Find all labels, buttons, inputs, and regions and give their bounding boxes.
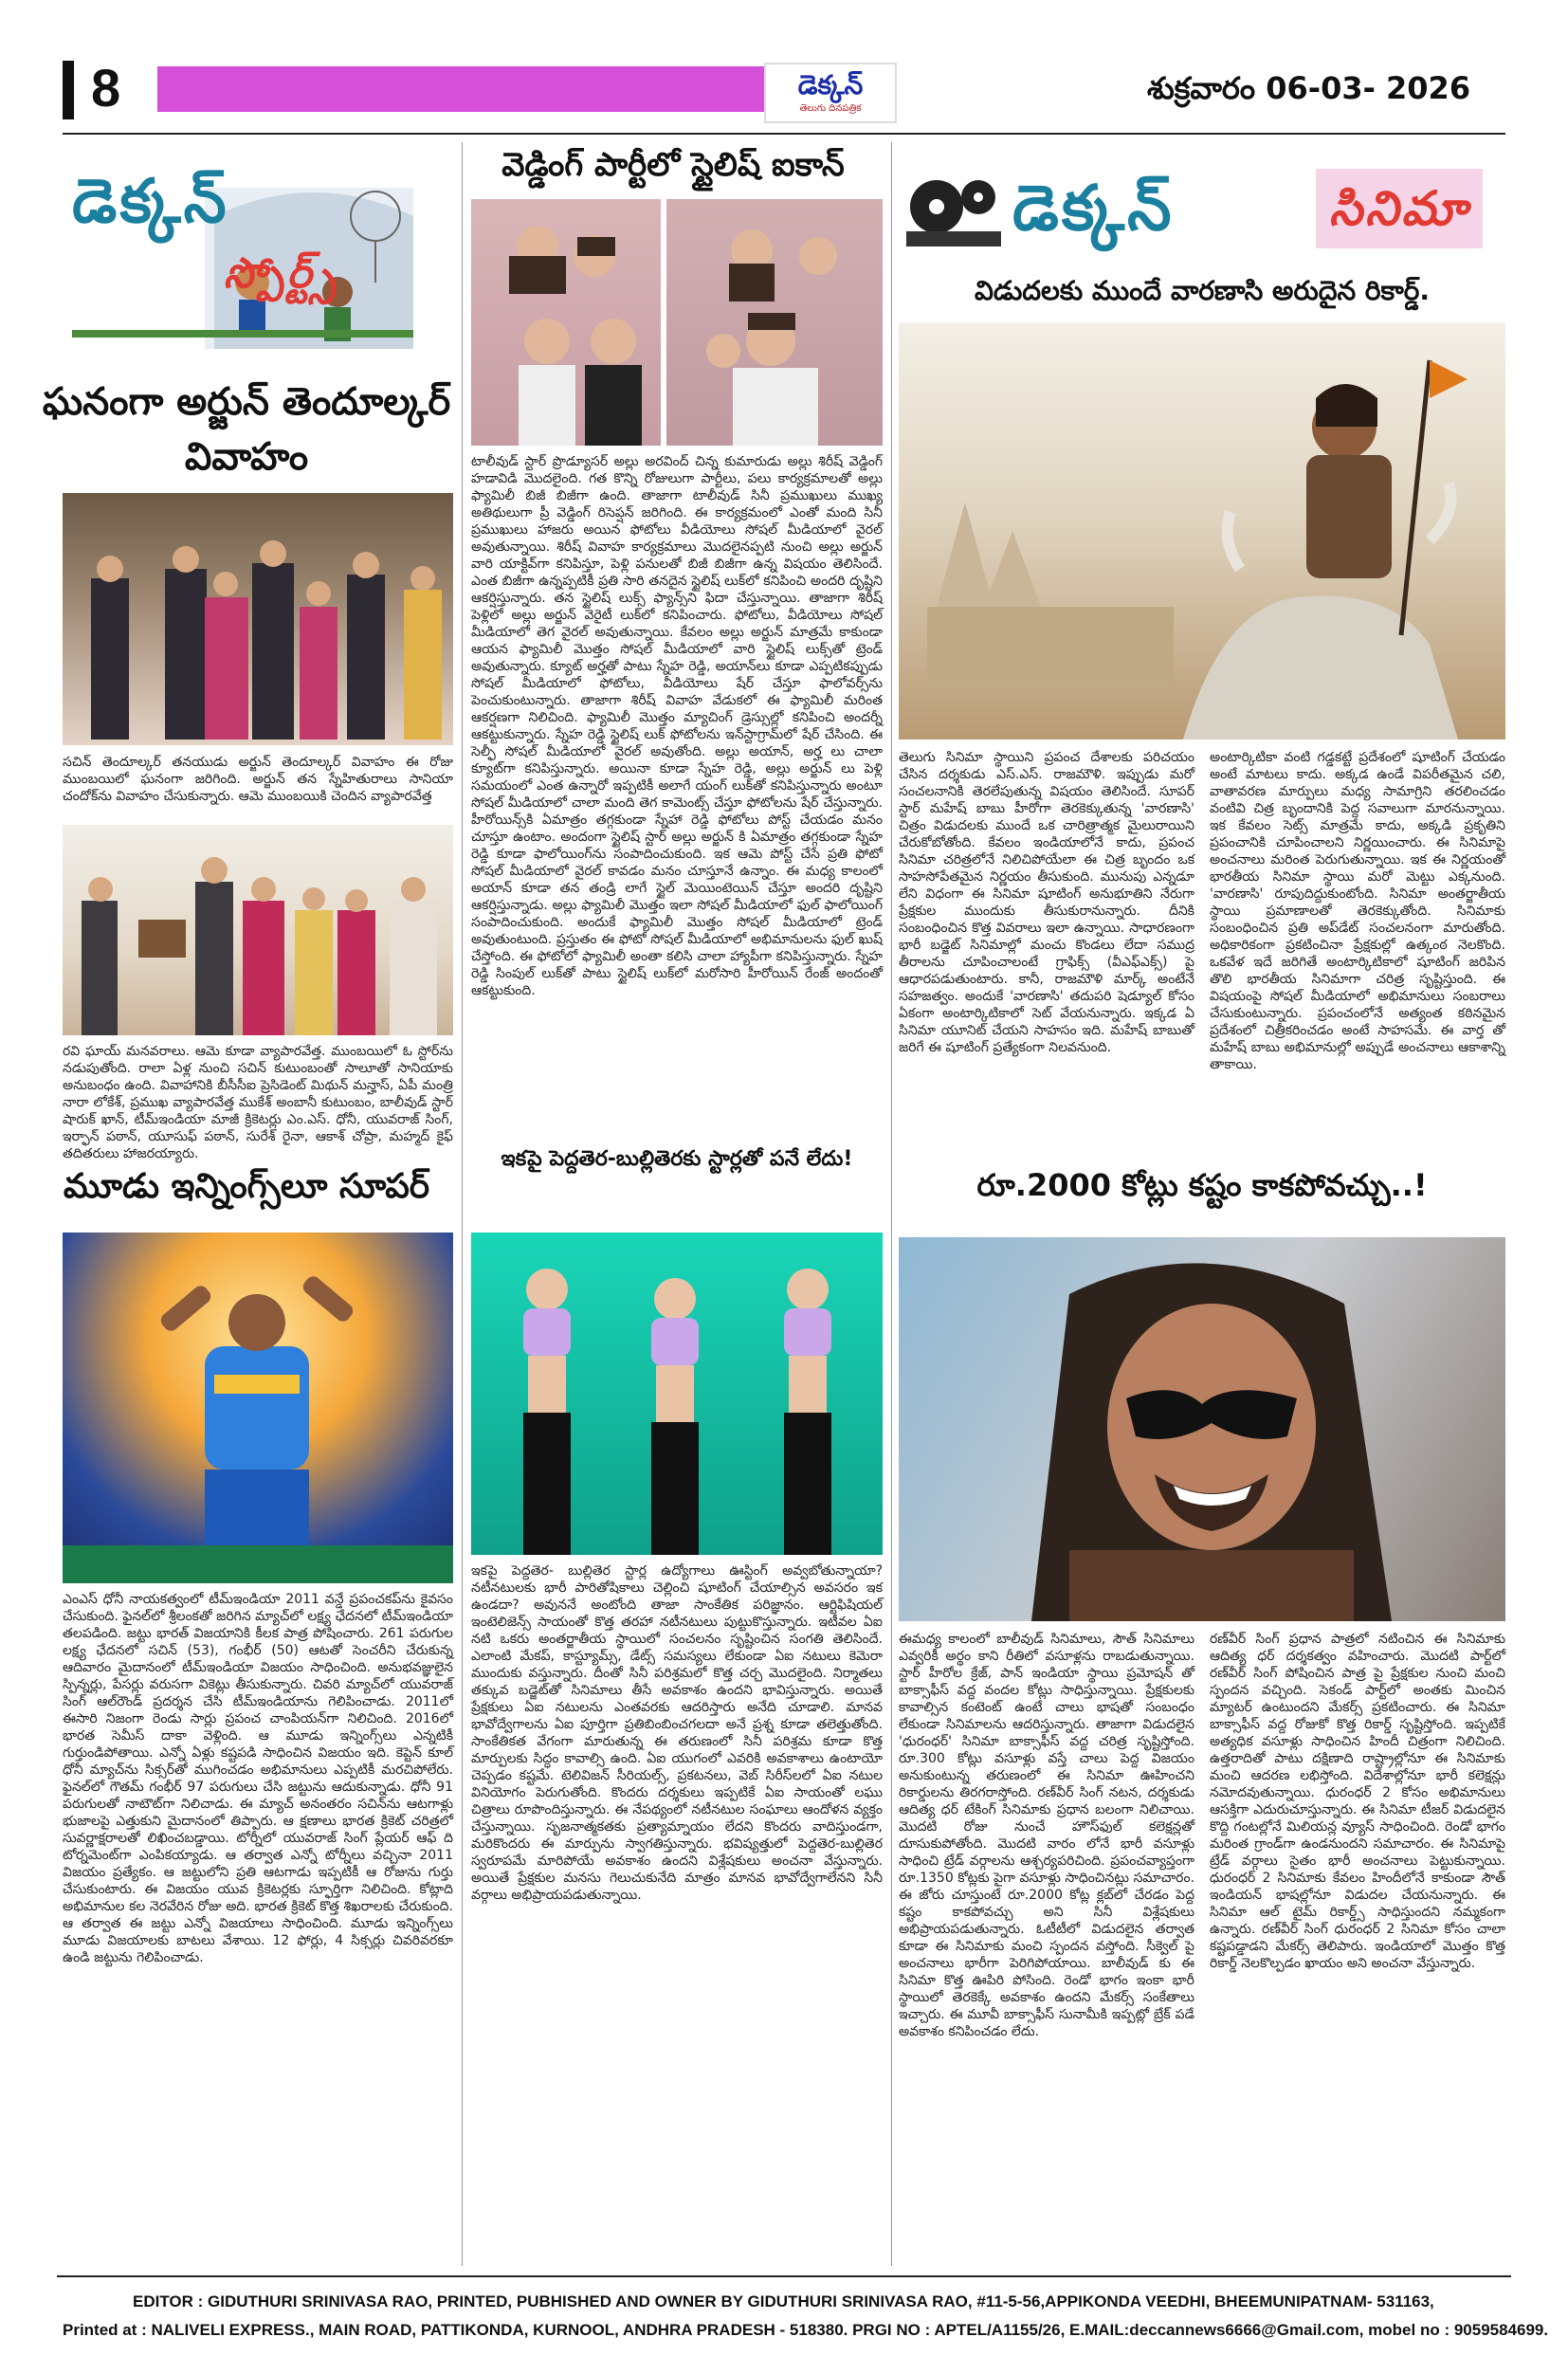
arjun-wedding-photo-2: [63, 825, 453, 1035]
dhurandhar-headline: రూ.2000 కోట్లు కష్టం కాకపోవచ్చు..!: [976, 1167, 1428, 1203]
wedding-party-body: టాలీవుడ్ స్టార్ ప్రొడ్యూసర్ అల్లు అరవింద్ చిన్న కుమారుడు అల్లు శిరీష్ వెడ్డింగ్ హడావిడి మొదలైంది. గత కొన్ని రోజులుగా పార్టీలు, పలు కార్యక్రమాలతో అల్లు ఫ్యామిలీ బిజీ బిజీగా ఉంది. తాజాగా టాలీవుడ్ సినీ ప్రముఖులు ముఖ్య అతిథులుగా ప్రీ వెడ్డింగ్ రిసెప్షన్ జరిగింది. ఈ కార్యక్రమంలో ఎంతో మంది సినీ ప్రముఖులు హాజరు అయిన ఫోటోలు వీడియోలు సోషల్ మీడియాలో వైరల్ అవుతున్నాయి. శిరీష్ వివాహ కార్యక్రమాలు మొదలైనప్పటి నుంచి అల్లు అర్జున్ వారి యాక్టివ్‌గా కనిపిస్తూ, పెళ్లి పనులతో బిజీ బిజీగా ఉన్న విషయం తెలిసిందే. ఎంత బిజీగా ఉన్నప్పటికీ ప్రతి సారి తనదైన స్టైలిష్ లుక్‌లో కనిపించి అందరి దృష్టిని ఆకర్షిస్తున్నారు. తన స్టైలిష్ లుక్స్ ఫ్యాన్స్‌ని ఫిదా చేస్తున్నాయి. తాజాగా శిరీష్ పెళ్లిలో అల్లు అర్జున్ వెరైటీ లుక్‌లో కనిపించారు. ఫోటోలు, వీడియోలు సోషల్ మీడియాలో తెగ వైరల్ అవుతున్నాయి. కేవలం అల్లు అర్జున్ మాత్రమే కాకుండా ఆయన ఫ్యామిలీ మొత్తం సోషల్ మీడియాలో వారి స్టైలిష్ లుక్స్‌తో ట్రెండ్ అవుతున్నారు. క్యూట్ అర్హతో పాటు స్నేహ రెడ్డి, అయాన్‌లు కూడా ఎప్పటికప్పుడు సోషల్ మీడియాలో ఫోటోలు, వీడియోలు షేర్ చేస్తూ ఫాలోవర్స్‌ను పెంచుకుంటున్నారు. తాజాగా శిరీష్ వివాహ వేడుకలో ఈ ఫ్యామిలీ మరింత ఆకర్షణగా నిలిచింది. ఫ్యామిలీ మొత్తం మ్యాచింగ్ డ్రెస్సుల్లో కనిపించి అందర్నీ ఆకట్టుకున్నారు. స్నేహ రెడ్డి స్టైలిష్ లుక్ ఫోటోలను ఇన్‌స్టాగ్రామ్‌లో షేర్ చేసింది. ఈ సెల్ఫీ సోషల్ మీడియాలో వైరల్ అవుతోంది. అల్లు అయాన్, అర్హ లు చాలా క్యూట్‌గా కనిపిస్తున్నారు. అయినా కూడా స్నేహ రెడ్డి, అల్లు అర్జున్ లు పెళ్లి సమయంలో ఎంత ఉన్నారో ఇప్పటికీ అలాగే యంగ్ లుక్‌తో కనిపిస్తున్నారు అంటూ సోషల్ మీడియాలో చాలా మంది తెగ కామెంట్స్ చేస్తూ ఫోటోలను షేర్ చేస్తున్నారు. హీరోయిన్స్‌కి ఏమాత్రం తగ్గకుండా స్నేహా రెడ్డి ఫోటోలు పోస్ట్ చేయడం మనం చూస్తూ ఉంటాం. అందంగా స్టైలిష్ స్టార్ అల్లు అర్జున్ కి ఏమాత్రం తగ్గకుండా స్నేహ రెడ్డి కూడా ఫాలోయింగ్‌ను సంపాదించుకుంది. ఇక ఆమె పోస్ట్ చేసే ప్రతి ఫోటో సోషల్ మీడియాలో వైరల్ కావడం మనం చూస్తూనే ఉన్నాం. ఈ మధ్య కాలంలో అయాన్ కూడా తన తండ్రి లాగే స్టైల్ మెయింటెయిన్ చేస్తూ అందరి దృష్టిని ఆకర్షిస్తున్నాడు. అల్లు ఫ్యామిలీ మొత్తం ఇలా సోషల్ మీడియాలో ఫుల్ ఫాలోయింగ్ సంపాదించుకుంది. అందుకే ఫ్యామిలీ మొత్తం సోషల్ మీడియాలో ట్రెండ్ అవుతుంటుంది. ప్రస్తుతం ఈ ఫోటో సోషల్ మీడియాలో అభిమానులను ఫుల్ ఖుష్ చేస్తోంది. ఈ ఫోటోలో ఫ్యామిలీ అంతా కలిసి చాలా హ్యాపీగా కనిపిస్తున్నారు. స్నేహ రెడ్డి సింపుల్ లుక్‌తో పాటు స్టైలిష్ లుక్‌లో మరోసారి హీరోయిన్ రేంజ్ అందంతో ఆకట్టుకుంది.: [471, 454, 883, 998]
cinema-badge-title: డెక్కన్: [1012, 172, 1175, 245]
varanasi-headline: విడుదలకు ముందే వారణాసి అరుదైన రికార్డ్.: [974, 275, 1431, 306]
issue-date: శుక్రవారం 06-03- 2026: [1147, 70, 1471, 106]
cinema-section-badge: [899, 159, 1505, 264]
headline-line-2: వివాహం: [184, 435, 309, 479]
footer-printer-line: Printed at : NALIVELI EXPRESS., MAIN ROAD, PATTIKONDA, KURNOOL, ANDHRA PRADESH - 518380. PRGI NO : APTEL/A1155/26, E.MAIL:deccannews6666@Gmail.com, mobel no : 9059584699.: [63, 2321, 1549, 2339]
sports-badge-title: డెక్కన్: [72, 167, 229, 237]
arjun-wedding-headline: [38, 374, 455, 484]
three-innings-body: ఎంఎస్ ధోనీ నాయకత్వంలో టీమ్‌ఇండియా 2011 వన్డే ప్రపంచకప్‌ను కైవసం చేసుకుంది. ఫైనల్‌లో శ్రీలంకతో జరిగిన మ్యాచ్‌లో లక్ష్య ఛేదనలో టీమ్‌ఇండియా తలపడింది. జట్టు భారత్ విజయానికి కీలక పాత్ర పోషించారు. 261 పరుగుల లక్ష్య ఛేదనలో సచిన్ (53), గంభీర్ (50) ఆటతో సెంచరీని చేరుకున్న ఆదివారం మైదానంలో టీమ్‌ఇండియా విజయం సాధించింది. అనుభవజ్ఞులైన స్పిన్నర్లు, పేసర్లు వరుసగా వికెట్లు తీసుకున్నారు. చివరి మ్యాచ్‌లో యువరాజ్ సింగ్ ఆల్‌రౌండ్ ప్రదర్శన చేసి టీమ్‌ఇండియాను గెలిపించాడు. 2011లో ఈసారి నిజంగా రెండు సార్లు ప్రపంచ చాంపియన్‌గా నిలిచింది. 2016లో భారత సెమీస్ దాకా వెళ్లింది. ఆ మూడు ఇన్నింగ్స్‌లు ఎన్నటికీ గుర్తుండిపోతాయి. ఎన్నో ఏళ్లు కష్టపడి సాధించిన విజయం ఇది. కెప్టెన్ కూల్ ధోనీ మ్యాచ్‌ను సిక్సర్‌తో ముగించడం అభిమానులు ఎప్పటికీ మరచిపోలేరు. ఫైనల్‌లో గౌతమ్ గంభీర్ 97 పరుగులు చేసి జట్టును ఆదుకున్నాడు. ధోనీ 91 పరుగులతో నాటౌట్‌గా నిలిచాడు. ఈ మ్యాచ్ అనంతరం సచిన్‌ను ఆటగాళ్లు భుజాలపై ఎత్తుకుని మైదానంలో తిప్పారు. ఆ క్షణాలు భారత క్రికెట్ చరిత్రలో సువర్ణాక్షరాలతో లిఖించబడ్డాయి. టోర్నీలో యువరాజ్ సింగ్ ప్లేయర్ ఆఫ్ ది టోర్నమెంట్‌గా ఎంపికయ్యాడు. ఆ తర్వాత ఎన్నో టోర్నీలు వచ్చినా 2011 విజయం ప్రత్యేకం. ఆ జట్టులోని ప్రతి ఆటగాడు ఇప్పటికీ ఆ రోజును గుర్తు చేసుకుంటారు. ఈ విజయం యువ క్రికెటర్లకు స్ఫూర్తిగా నిలిచింది. కోట్లాది అభిమానుల కల నెరవేరిన రోజు అది. భారత క్రికెట్ కొత్త శిఖరాలకు చేరుకుంది. ఆ తర్వాత ఈ జట్టు ఎన్నో విజయాలు సాధించింది. మూడు ఇన్నింగ్స్‌లు మూడు విజయాలకు బాటలు వేశాయి. 12 ఫోర్లు, 4 సిక్సర్లు చివరివరకూ ఉండి జట్టును గెలిపించాడు.: [63, 1592, 453, 1965]
ai-stars-headline: ఇకపై పెద్దతెర-బుల్లితెరకు స్టార్లతో పనే లేదు!: [501, 1147, 853, 1171]
sports-badge-subtitle: స్పోర్ట్స్: [224, 249, 339, 298]
yuvraj-celebration-photo: [63, 1233, 453, 1583]
headline-line-1: ఘనంగా అర్జున్ తెందూల్కర్: [42, 380, 451, 424]
logo-subtitle: తెలుగు దినపత్రిక: [799, 103, 862, 114]
varanasi-poster-photo: [899, 322, 1505, 740]
film-reel-icon: [899, 169, 1003, 254]
wedding-party-headline: వెడ్డింగ్ పార్టీలో స్టైలిష్ ఐకాన్: [501, 146, 845, 184]
logo-title: డెక్కన్: [797, 69, 864, 100]
ai-actress-photo: [471, 1233, 883, 1555]
page-number-bar: [63, 61, 74, 119]
dhurandhar-body-col2: రణ్‌వీర్ సింగ్ ప్రధాన పాత్రలో నటించిన ఈ సినిమాకు ఆదిత్య ధర్ దర్శకత్వం వహించారు. మొదటి పార్ట్‌లో రణ్‌వీర్ సింగ్ పోషించిన పాత్ర పై ప్రేక్షకుల నుంచి మంచి స్పందన వచ్చింది. సెకండ్ పార్ట్‌లో అంతకు మించిన మ్యాటర్ ఉంటుందని మేకర్స్ ప్రకటించారు. ఈ సినిమా బాక్సాఫీస్ వద్ద రోజుకో కొత్త రికార్డ్ సృష్టిస్తోంది. ఇప్పటికే అత్యధిక వసూళ్లు సాధించిన హిందీ చిత్రంగా నిలిచింది. ఉత్తరాదితో పాటు దక్షిణాది రాష్ట్రాల్లోనూ ఈ సినిమాకు మంచి ఆదరణ లభిస్తోంది. విదేశాల్లోనూ భారీ కలెక్షన్లు నమోదవుతున్నాయి. ధురంధర్ 2 కోసం అభిమానులు ఆసక్తిగా ఎదురుచూస్తున్నారు. ఈ సినిమా టీజర్ విడుదలైన కొద్ది గంటల్లోనే మిలియన్ల వ్యూస్ సాధించింది. రెండో భాగం మరింత గ్రాండ్‌గా ఉండనుందని సమాచారం. ఈ సినిమాపై ట్రేడ్ వర్గాలు సైతం భారీ అంచనాలు పెట్టుకున్నాయి. ధురంధర్ 2 సినిమాకు కేవలం హిందీలోనే కాకుండా సౌత్ ఇండియన్ భాషల్లోనూ విడుదల చేయనున్నారు. ఈ సినిమా ఆల్ టైమ్ రికార్డ్స్ సాధిస్తుందని నమ్మకంగా ఉన్నారు. రణ్‌వీర్ సింగ్ ధురంధర్ 2 సినిమా కోసం చాలా కష్టపడ్డాడని మేకర్స్ తెలిపారు. ఇండియాలో మొత్తం కొత్త రికార్డ్ నెలకొల్పడం ఖాయం అని అంచనా వేస్తున్నారు.: [1210, 1632, 1505, 1971]
arjun-wedding-photo-1: [63, 493, 453, 745]
three-innings-headline: మూడు ఇన్నింగ్స్‌లూ సూపర్: [63, 1167, 430, 1206]
varanasi-body-col1: తెలుగు సినిమా స్థాయిని ప్రపంచ దేశాలకు పరిచయం చేసిన దర్శకుడు ఎస్.ఎస్. రాజమౌళి. ఇప్పుడు మరో సంచలనానికి తెరలేపుతున్న విషయం తెలిసిందే. సూపర్ స్టార్ మహేష్ బాబు హీరోగా తెరకెక్కుతున్న 'వారణాసి' చిత్రం విడుదలకు ముందే ఒక చారిత్రాత్మక మైలురాయిని చేరుకోబోతోంది. కేవలం ఇండియాలోనే కాదు, ప్రపంచ సినిమా చరిత్రలోనే నిలిచిపోయేలా ఈ చిత్ర బృందం ఒక సాహసోపేతమైన నిర్ణయం తీసుకుంది. మునుపు ఎన్నడూ లేని విధంగా ఈ సినిమా షూటింగ్ అనుభూతిని నేరుగా ప్రేక్షకుల ముందుకు తీసుకురానున్నారు. దీనికి సంబంధించిన కొత్త వివరాలు ఇలా ఉన్నాయి. సాధారణంగా భారీ బడ్జెట్ సినిమాల్లో మంచు కొండలు లేదా సముద్ర తీరాలను చూపించాలంటే గ్రాఫిక్స్ (వీఎఫ్ఎక్స్) పై ఆధారపడుతుంటారు. కానీ, రాజమౌళి మార్క్ అంటేనే సహజత్వం. అందుకే 'వారణాసి' తదుపరి షెడ్యూల్ కోసం ఏకంగా అంటార్కిటికాలో సెట్ వేయనున్నారు. ఇక్కడ ఏ సినిమా యూనిట్ చేయని సాహసం ఇది. మహేష్ బాబుతో జరిగే ఈ షూటింగ్ ప్రత్యేకంగా నిలవనుంది.: [899, 750, 1194, 1055]
column-divider-1: [462, 142, 463, 2266]
header-color-band: [157, 66, 830, 112]
column-divider-2: [891, 142, 892, 2266]
footer-editor-line: EDITOR : GIDUTHURI SRINIVASA RAO, PRINTED, PUBHISHED AND OWNER BY GIDUTHURI SRINIVASA RAO, #11-5-56,APPIKONDA VEEDHI, BHEEMUNIPATNAM- 531163,: [133, 2292, 1434, 2310]
page-number: 8: [91, 58, 121, 118]
footer-rule: [57, 2275, 1511, 2277]
masthead-rule: [63, 133, 1505, 135]
allu-family-photo-2: [666, 199, 883, 446]
cinema-badge-subtitle: సినిమా: [1316, 169, 1483, 248]
sports-section-badge: [63, 159, 423, 358]
arjun-caption-2: రవి ఘాయ్ మనవరాలు. ఆమె కూడా వ్యాపారవేత్త. ముంబయిలో ఓ స్టోర్‌ను నడుపుతోంది. రాలా ఏళ్ల నుంచి సచిన్ కుటుంబంతో సాలూతో సానియాకు అనుబంధం ఉంది. వివాహానికి బీసీసీఐ ప్రెసిడెంట్ మిథున్ మన్హాస్, ఏపీ మంత్రి నారా లోకేశ్, ప్రముఖ వ్యాపారవేత్త ముకేశ్ అంబానీ కుటుంబం, బాలీవుడ్ స్టార్ షారుక్ ఖాన్, టీమ్‌ఇండియా మాజీ క్రికెటర్లు ఎం.ఎస్. ధోనీ, యువరాజ్ సింగ్, ఇర్ఫాన్ పఠాన్, యూసుఫ్ పఠాన్, సురేశ్ రైనా, ఆకాశ్ చోప్రా, మహ్మద్ కైఫ్ తదితరులు హాజరయ్యారు.: [63, 1044, 453, 1161]
newspaper-logo: [764, 63, 897, 123]
ranveer-sunglasses-photo: [899, 1237, 1505, 1621]
arjun-caption-1: సచిన్ తెందూల్కర్ తనయుడు అర్జున్ తెందూల్కర్ వివాహం ఈ రోజు ముంబయిలో ఘనంగా జరిగింది. అర్జున్ తన స్నేహితురాలు సానియా చందోక్‌ను వివాహం చేసుకున్నారు. ఆమె ముంబయికి చెందిన వ్యాపారవేత్త: [63, 755, 453, 804]
varanasi-body-col2: అంటార్కిటికా వంటి గడ్డకట్టే ప్రదేశంలో షూటింగ్ చేయడం అంటే మాటలు కాదు. అక్కడ ఉండే విపరీతమైన చలి, వాతావరణ మార్పులు మధ్య సామాగ్రిని తరలించడం వంటివి చిత్ర బృందానికి పెద్ద సవాలుగా మారనున్నాయి. ఇక కేవలం సెట్స్ మాత్రమే కాదు, అక్కడి ప్రకృతిని ప్రపంచానికి చూపించాలని నిర్ణయించారు. ఈ సినిమాపై అంచనాలు మరింత పెరుగుతున్నాయి. ఇక ఈ నిర్ణయంతో భారతీయ సినిమా స్థాయి మరో మెట్టు ఎక్కనుంది. 'వారణాసి' రూపుదిద్దుకుంటోంది. సినిమా అంతర్జాతీయ స్థాయి ప్రమాణాలతో తెరకెక్కుతోంది. సినిమాకు సంబంధించిన ప్రతి అప్‌డేట్ సంచలనంగా మారుతోంది. అధికారికంగా ప్రకటించినా ప్రేక్షకుల్లో ఉత్కంఠ నెలకొంది. ఒకవేళ ఇదే జరిగితే అంటార్కిటికాలో షూటింగ్ జరిపిన తొలి భారతీయ సినిమాగా చరిత్ర సృష్టిస్తుంది. ఈ విషయంపై సోషల్ మీడియాలో అభిమానులు సంబరాలు చేసుకుంటున్నారు. ప్రపంచంలోనే అత్యంత కఠినమైన ప్రదేశంలో చిత్రీకరించడం అంటే సాహసమే. ఈ వార్త తో మహేష్ బాబు అభిమానుల్లో అప్పుడే అంచనాలు ఆకాశాన్ని తాకాయి.: [1210, 750, 1505, 1072]
dhurandhar-body-col1: ఈమధ్య కాలంలో బాలీవుడ్ సినిమాలు, సౌత్ సినిమాలు ఎవ్వరికీ అర్థం కాని రీతిలో వసూళ్లను రాబడుతున్నాయి. స్టార్ హీరోల క్రేజ్, పాన్ ఇండియా స్థాయి ప్రమోషన్ తో బాక్సాఫీస్ వద్ద వందల కోట్లు సాధిస్తున్నాయి. ప్రేక్షకులకు కావాల్సిన కంటెంట్ ఉంటే చాలు భాషతో సంబంధం లేకుండా సినిమాలను ఆదరిస్తున్నారు. తాజాగా విడుదలైన 'ధురంధర్' సినిమా బాక్సాఫీస్ వద్ద చరిత్ర సృష్టిస్తోంది. రూ.300 కోట్లు వసూళ్లు వస్తే చాలు పెద్ద విజయం అనుకుంటున్న తరుణంలో ఈ సినిమా ఊహించని రికార్డులను తిరగరాస్తోంది. రణ్‌వీర్ సింగ్ నటన, దర్శకుడు ఆదిత్య ధర్ టేకింగ్ సినిమాకు ప్రధాన బలంగా నిలిచాయి. మొదటి రోజు నుంచే హౌస్‌ఫుల్ కలెక్షన్లతో దూసుకుపోతోంది. మొదటి వారం లోనే భారీ వసూళ్లు సాధించి ట్రేడ్ వర్గాలను ఆశ్చర్యపరిచింది. ప్రపంచవ్యాప్తంగా రూ.1350 కోట్లకు పైగా వసూళ్లు సాధించినట్లు సమాచారం. ఈ జోరు చూస్తుంటే రూ.2000 కోట్ల క్లబ్‌లో చేరడం పెద్ద కష్టం కాకపోవచ్చు అని సినీ విశ్లేషకులు అభిప్రాయపడుతున్నారు. ఓటీటీలో విడుదలైన తర్వాత కూడా ఈ సినిమాకు మంచి స్పందన వస్తోంది. సీక్వెల్ పై అంచనాలు భారీగా పెరిగిపోయాయి. బాలీవుడ్ కు ఈ సినిమా కొత్త ఊపిరి పోసింది. రెండో భాగం ఇంకా భారీ స్థాయిలో తెరకెక్కే అవకాశం ఉందని మేకర్స్ సంకేతాలు ఇచ్చారు. ఈ మూవీ బాక్సాఫీస్ సునామీకి ఇప్పట్లో బ్రేక్ పడే అవకాశం కనిపించడం లేదు.: [899, 1632, 1194, 2039]
allu-family-photo-1: [471, 199, 661, 446]
ai-stars-body: ఇకపై పెద్దతెర- బుల్లితెర స్టార్ల ఉద్యోగాలు ఊస్టింగ్ అవ్వబోతున్నాయా? నటీనటులకు భారీ పారితోషికాలు చెల్లించి షూటింగ్ చేయాల్సిన అవసరం ఇక ఉండదా? అవుననే అంటోంది తాజా సాంకేతిక పరిజ్ఞానం. ఆర్టిఫిషియల్ ఇంటెలిజెన్స్ సాయంతో కొత్త తరహా నటీనటులు పుట్టుకొస్తున్నారు. ఇటీవల ఏఐ నటి ఒకరు అంతర్జాతీయ స్థాయిలో సంచలనం సృష్టించిన సంగతి తెలిసిందే. ఎలాంటి మేకప్, కాస్ట్యూమ్స్, డేట్స్ సమస్యలు లేకుండా ఏఐ నటులు కెమెరా ముందుకు వస్తున్నారు. దీంతో సినీ పరిశ్రమలో కొత్త చర్చ మొదలైంది. నిర్మాతలు తక్కువ బడ్జెట్‌తో సినిమాలు తీసే అవకాశం ఉందని భావిస్తున్నారు. అయితే ప్రేక్షకులు ఏఐ నటులను ఎంతవరకు ఆదరిస్తారు అనేది చూడాలి. మానవ భావోద్వేగాలను ఏఐ పూర్తిగా ప్రతిబింబించగలదా అనే ప్రశ్న కూడా తలెత్తుతోంది. సాంకేతికత వేగంగా మారుతున్న ఈ తరుణంలో సినీ పరిశ్రమ కూడా కొత్త మార్పులకు సిద్ధం కావాల్సి ఉంది. ఏఐ యుగంలో ఎవరికి అవకాశాలు ఉంటాయో చెప్పడం కష్టమే. టెలివిజన్ సీరియల్స్, ప్రకటనలు, వెబ్ సిరీస్‌లలో ఏఐ నటుల వినియోగం పెరుగుతోంది. కొందరు దర్శకులు ఇప్పటికే ఏఐ సాయంతో లఘు చిత్రాలు రూపొందిస్తున్నారు. ఈ నేపథ్యంలో నటీనటుల సంఘాలు ఆందోళన వ్యక్తం చేస్తున్నాయి. సృజనాత్మకతకు ప్రత్యామ్నాయం లేదని కొందరు వాదిస్తుండగా, మరికొందరు ఈ మార్పును స్వాగతిస్తున్నారు. భవిష్యత్తులో పెద్దతెర-బుల్లితెర స్వరూపమే మారిపోయే అవకాశం ఉందని విశ్లేషకులు అంచనా వేస్తున్నారు. అయితే ప్రేక్షకుల మనసు గెలుచుకునేది మాత్రం మానవ భావోద్వేగాలేనని సినీ వర్గాలు అభిప్రాయపడుతున్నాయి.: [471, 1563, 883, 1903]
